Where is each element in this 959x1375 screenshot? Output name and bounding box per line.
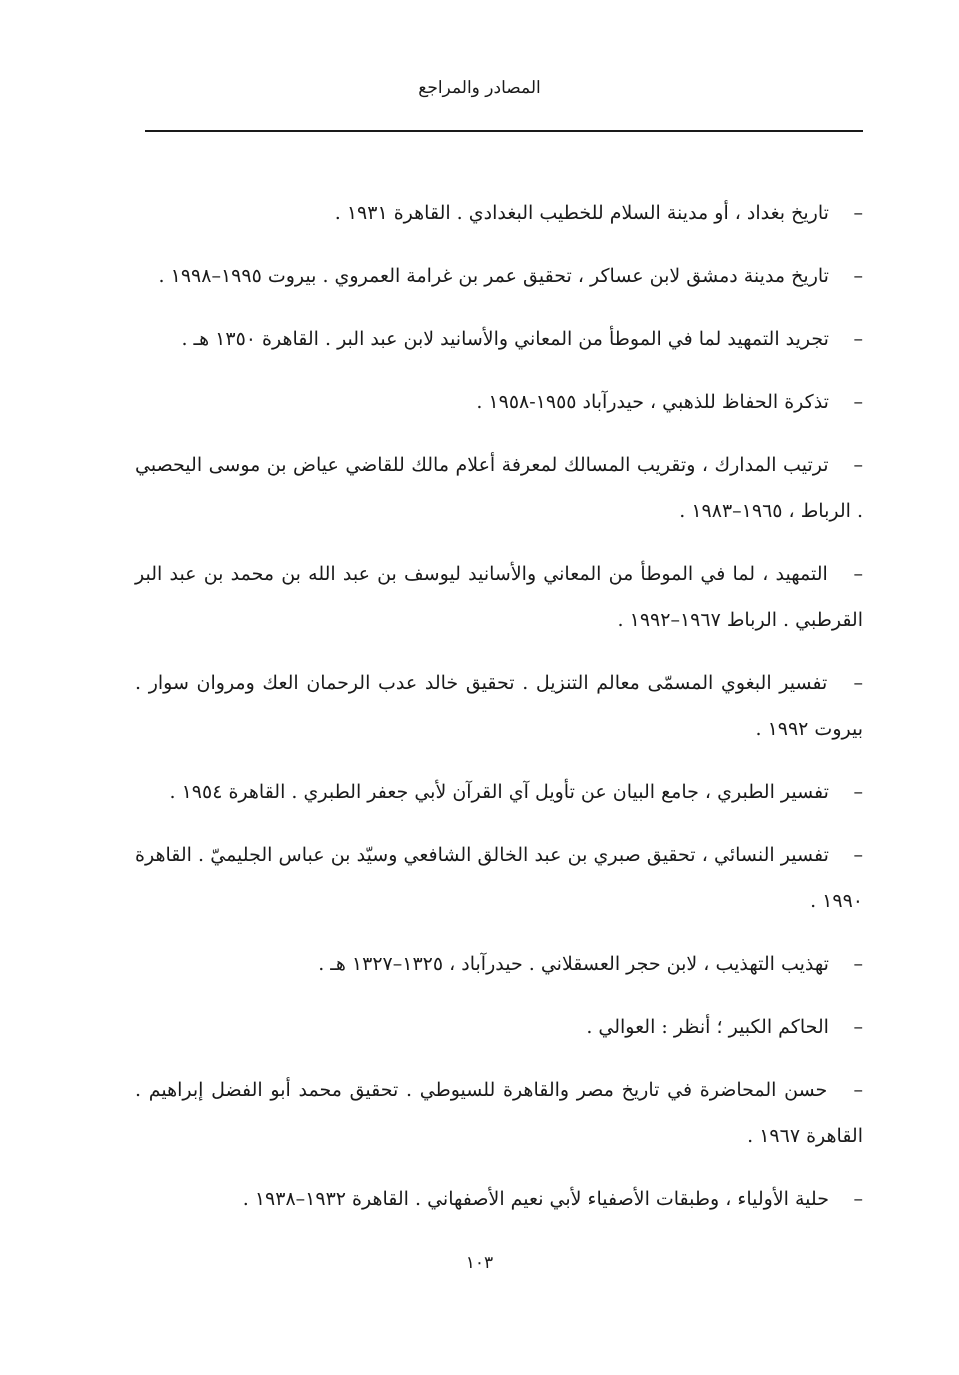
reference-entry (135, 941, 863, 987)
reference-text: تاريخ بغداد ، أو مدينة السلام للخطيب البغدادي . القاهرة ١٩٣١ . (334, 202, 829, 224)
entry-dash: – (853, 1016, 863, 1038)
reference-text: تاريخ مدينة دمشق لابن عساكر ، تحقيق عمر بن غرامة العمروي . بيروت ١٩٩٥–١٩٩٨ . (158, 265, 829, 287)
reference-entry (135, 769, 863, 815)
reference-entry (135, 190, 863, 236)
reference-entry (135, 551, 863, 643)
reference-text: تجريد التمهيد لما في الموطأ من المعاني والأسانيد لابن عبد البر . القاهرة ١٣٥٠ هـ . (181, 328, 829, 350)
reference-entry (135, 316, 863, 362)
entry-dash: – (853, 781, 863, 803)
reference-text: حسن المحاضرة في تاريخ مصر والقاهرة للسيوطي . تحقيق محمد أبو الفضل إبراهيم . القاهرة ١٩٦٧ . (135, 1079, 863, 1147)
entry-dash: – (853, 328, 863, 350)
entry-dash: – (853, 672, 863, 694)
header-divider (145, 130, 863, 132)
reference-entry (135, 832, 863, 924)
page-header-title: المصادر والمراجع (418, 78, 541, 98)
reference-entry (135, 660, 863, 752)
reference-entry (135, 442, 863, 534)
entry-dash: – (853, 563, 863, 585)
reference-entry (135, 379, 863, 425)
entry-dash: – (853, 202, 863, 224)
reference-entry (135, 1067, 863, 1159)
reference-entry (135, 1004, 863, 1050)
entry-dash: – (853, 844, 863, 866)
entry-dash: – (853, 1079, 863, 1101)
page-number: ١٠٣ (465, 1253, 494, 1273)
reference-text: التمهيد ، لما في الموطأ من المعاني والأسانيد ليوسف بن عبد الله بن محمد بن عبد البر القرطبي . الرباط ١٩٦٧–١٩٩٢ . (135, 563, 863, 631)
reference-entry (135, 253, 863, 299)
entry-dash: – (853, 265, 863, 287)
entry-dash: – (853, 454, 863, 476)
entry-dash: – (853, 1188, 863, 1210)
entry-dash: – (853, 391, 863, 413)
reference-text: الحاكم الكبير ؛ أنظر : العوالي . (586, 1016, 829, 1038)
reference-text: تهذيب التهذيب ، لابن حجر العسقلاني . حيدرآباد ، ١٣٢٥–١٣٢٧ هـ . (318, 953, 829, 975)
reference-text: تفسير الطبري ، جامع البيان عن تأويل آي القرآن لأبي جعفر الطبري . القاهرة ١٩٥٤ . (169, 781, 829, 803)
reference-text: تذكرة الحفاظ للذهبي ، حيدرآباد ١٩٥٥-١٩٥٨ . (476, 391, 829, 413)
reference-text: تفسير النسائي ، تحقيق صبري بن عبد الخالق الشافعي وسيّد بن عباس الجليميّ . القاهرة ١٩٩٠ . (135, 844, 863, 912)
entry-dash: – (853, 953, 863, 975)
references-list (135, 190, 863, 1239)
reference-text: تفسير البغوي المسمّى معالم التنزيل . تحقيق خالد عدب الرحمان العك ومروان سوار . بيروت ١٩٩٢ . (135, 672, 863, 740)
reference-entry (135, 1176, 863, 1222)
reference-text: ترتيب المدارك ، وتقريب المسالك لمعرفة أعلام مالك للقاضي عياض بن موسى اليحصبي . الرباط ، ١٩٦٥–١٩٨٣ . (135, 454, 863, 522)
reference-text: حلية الأولياء ، وطبقات الأصفياء لأبي نعيم الأصفهاني . القاهرة ١٩٣٢–١٩٣٨ . (242, 1188, 829, 1210)
